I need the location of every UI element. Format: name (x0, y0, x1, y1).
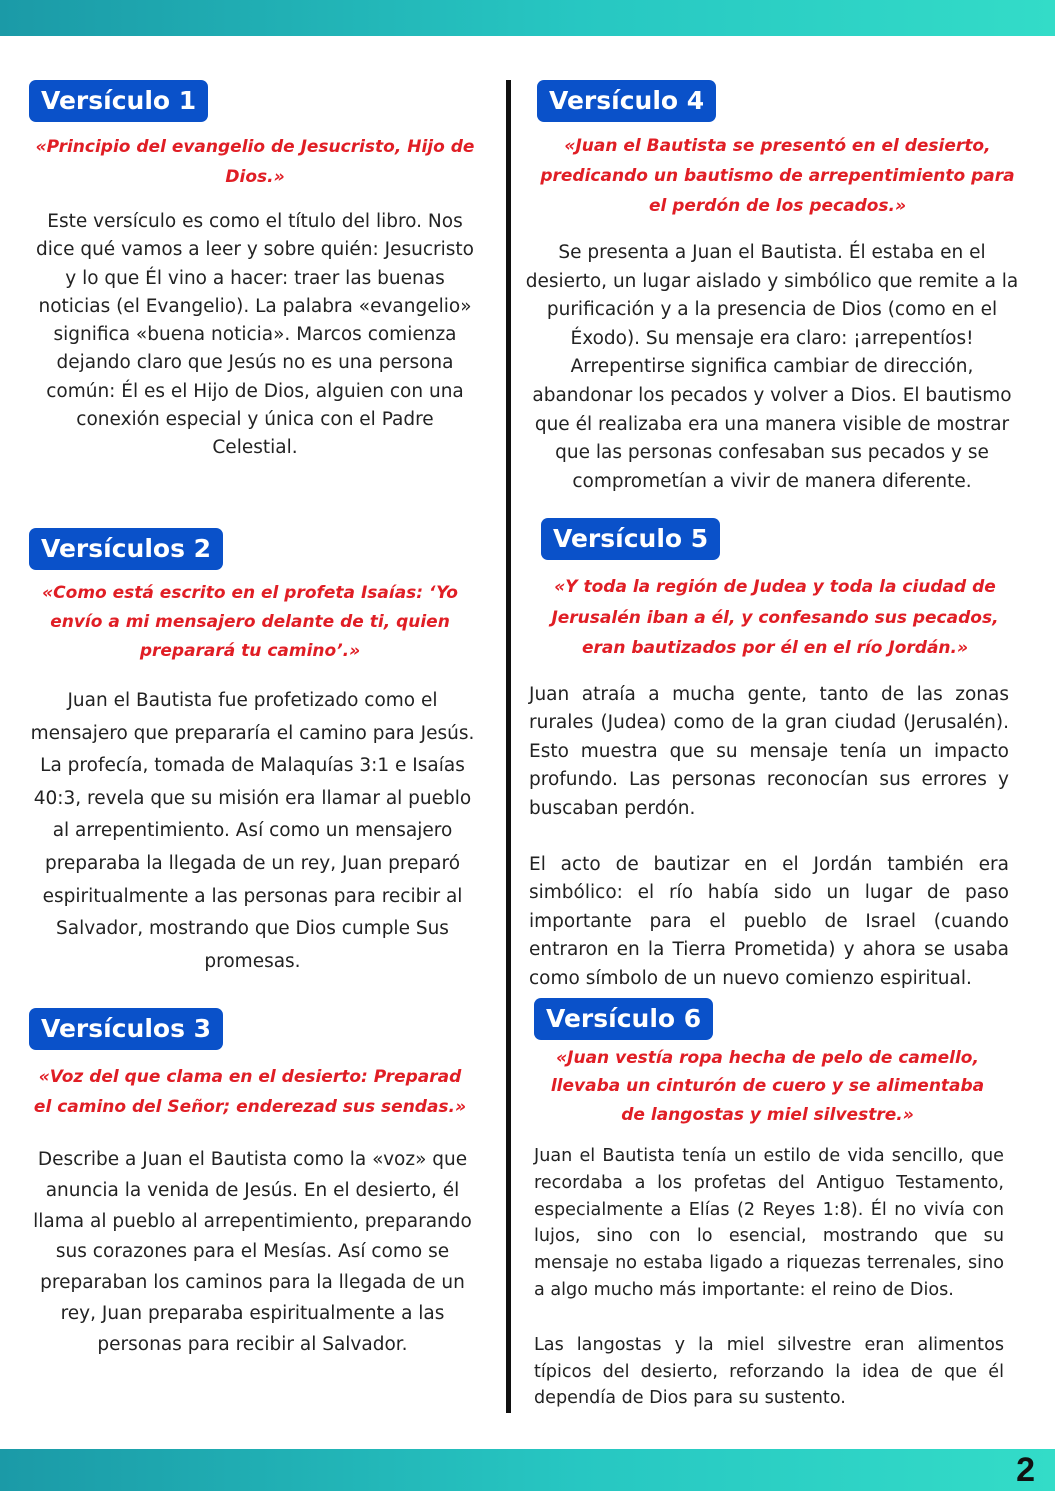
explanation-paragraph: Juan el Bautista tenía un estilo de vida sencillo, que recordaba a los profetas del Antiguo Testamento, especialmente a Elías (2 Reyes 1:8). Él no vivía con lujos, sino con lo esencial, mostrando que su mensaje no estaba ligado a riquezas terrenales, sino a algo mucho más importante: el reino de Dios. (534, 1146, 1004, 1300)
section-title-badge: Versículo 5 (541, 518, 720, 560)
explanation-paragraph: Juan el Bautista fue profetizado como el mensajero que prepararía el camino para Jesús. La profecía, tomada de Malaquías 3:1 e Isaías 40:3, revela que su misión era llamar al pueblo al arrepentimiento. Así como un mensajero preparaba la llegada de un rey, Juan preparó espiritualmente a las personas para recibir al Salvador, mostrando que Dios cumple Sus promesas. (30, 690, 475, 972)
verse-quote: «Principio del evangelio de Jesucristo, Hijo de Dios.» (35, 137, 475, 187)
explanation-paragraph: Describe a Juan el Bautista como la «voz» que anuncia la venida de Jesús. En el desierto, él llama al pueblo al arrepentimiento, preparando sus corazones para el Mesías. Así como se preparaban los caminos para la llegada de un rey, Juan preparaba espiritualmente a las personas para recibir al Salvador. (33, 1149, 472, 1355)
explanation-text (522, 239, 1022, 496)
explanation-paragraph: Este versículo es como el título del libro. Nos dice qué vamos a leer y sobre quién: Jesucristo y lo que Él vino a hacer: traer las buenas noticias (el Evangelio). La palabra «evangelio» significa «buena noticia». Marcos comienza dejando claro que Jesús no es una persona común: Él es el Hijo de Dios, alguien con una conexión especial y única con el Padre Celestial. (36, 211, 474, 459)
section-title-badge: Versículo 6 (534, 998, 713, 1040)
explanation-paragraph: Juan atraía a mucha gente, tanto de las zonas rurales (Judea) como de la gran ciudad (Jerusalén). Esto muestra que su mensaje tenía un impacto profundo. Las personas reconocían sus errores y buscaban perdón. (529, 684, 1009, 819)
verse-quote: «Como está escrito en el profeta Isaías: ‘Yo envío a mi mensajero delante de ti, quien preparará tu camino’.» (42, 583, 458, 661)
top-color-band (0, 0, 1055, 36)
section-title-badge: Versículos 3 (29, 1008, 223, 1050)
verse-quote: «Y toda la región de Judea y toda la ciudad de Jerusalén iban a él, y confesando sus pecados, eran bautizados por él en el río Jordán.» (551, 577, 999, 658)
explanation-text (25, 685, 480, 978)
explanation-paragraph: Se presenta a Juan el Bautista. Él estaba en el desierto, un lugar aislado y simbólico que remite a la purificación y a la presencia de Dios (como en el Éxodo). Su mensaje era claro: ¡arrepentíos! Arrepentirse significa cambiar de dirección, abandonar los pecados y volver a Dios. El bautismo que él realizaba era una manera visible de mostrar que las personas confesaban sus pecados y se comprometían a vivir de manera diferente. (525, 242, 1019, 492)
column-divider (506, 80, 511, 1413)
page-number: 2 (1016, 1451, 1035, 1489)
section-title-badge: Versículo 4 (537, 80, 716, 122)
explanation-text (529, 681, 1009, 993)
explanation-text (534, 1143, 1004, 1412)
verse-quote: «Voz del que clama en el desierto: Preparad el camino del Señor; enderezad sus sendas.» (33, 1067, 467, 1117)
section-title-badge: Versículo 1 (29, 80, 208, 122)
bottom-color-band (0, 1449, 1055, 1491)
explanation-text (25, 1145, 480, 1361)
section-title-badge: Versículos 2 (29, 528, 223, 570)
explanation-paragraph: Las langostas y la miel silvestre eran alimentos típicos del desierto, reforzando la idea de que él dependía de Dios para su sustento. (534, 1334, 1004, 1409)
verse-quote: «Juan vestía ropa hecha de pelo de camello, llevaba un cinturón de cuero y se alimentaba de langostas y miel silvestre.» (550, 1048, 985, 1125)
explanation-paragraph: El acto de bautizar en el Jordán también era simbólico: el río había sido un lugar de paso importante para el pueblo de Israel (cuando entraron en la Tierra Prometida) y ahora se usaba como símbolo de un nuevo comienzo espiritual. (529, 854, 1009, 989)
explanation-text (35, 208, 475, 463)
verse-quote: «Juan el Bautista se presentó en el desierto, predicando un bautismo de arrepentimiento para el perdón de los pecados.» (540, 136, 1015, 216)
